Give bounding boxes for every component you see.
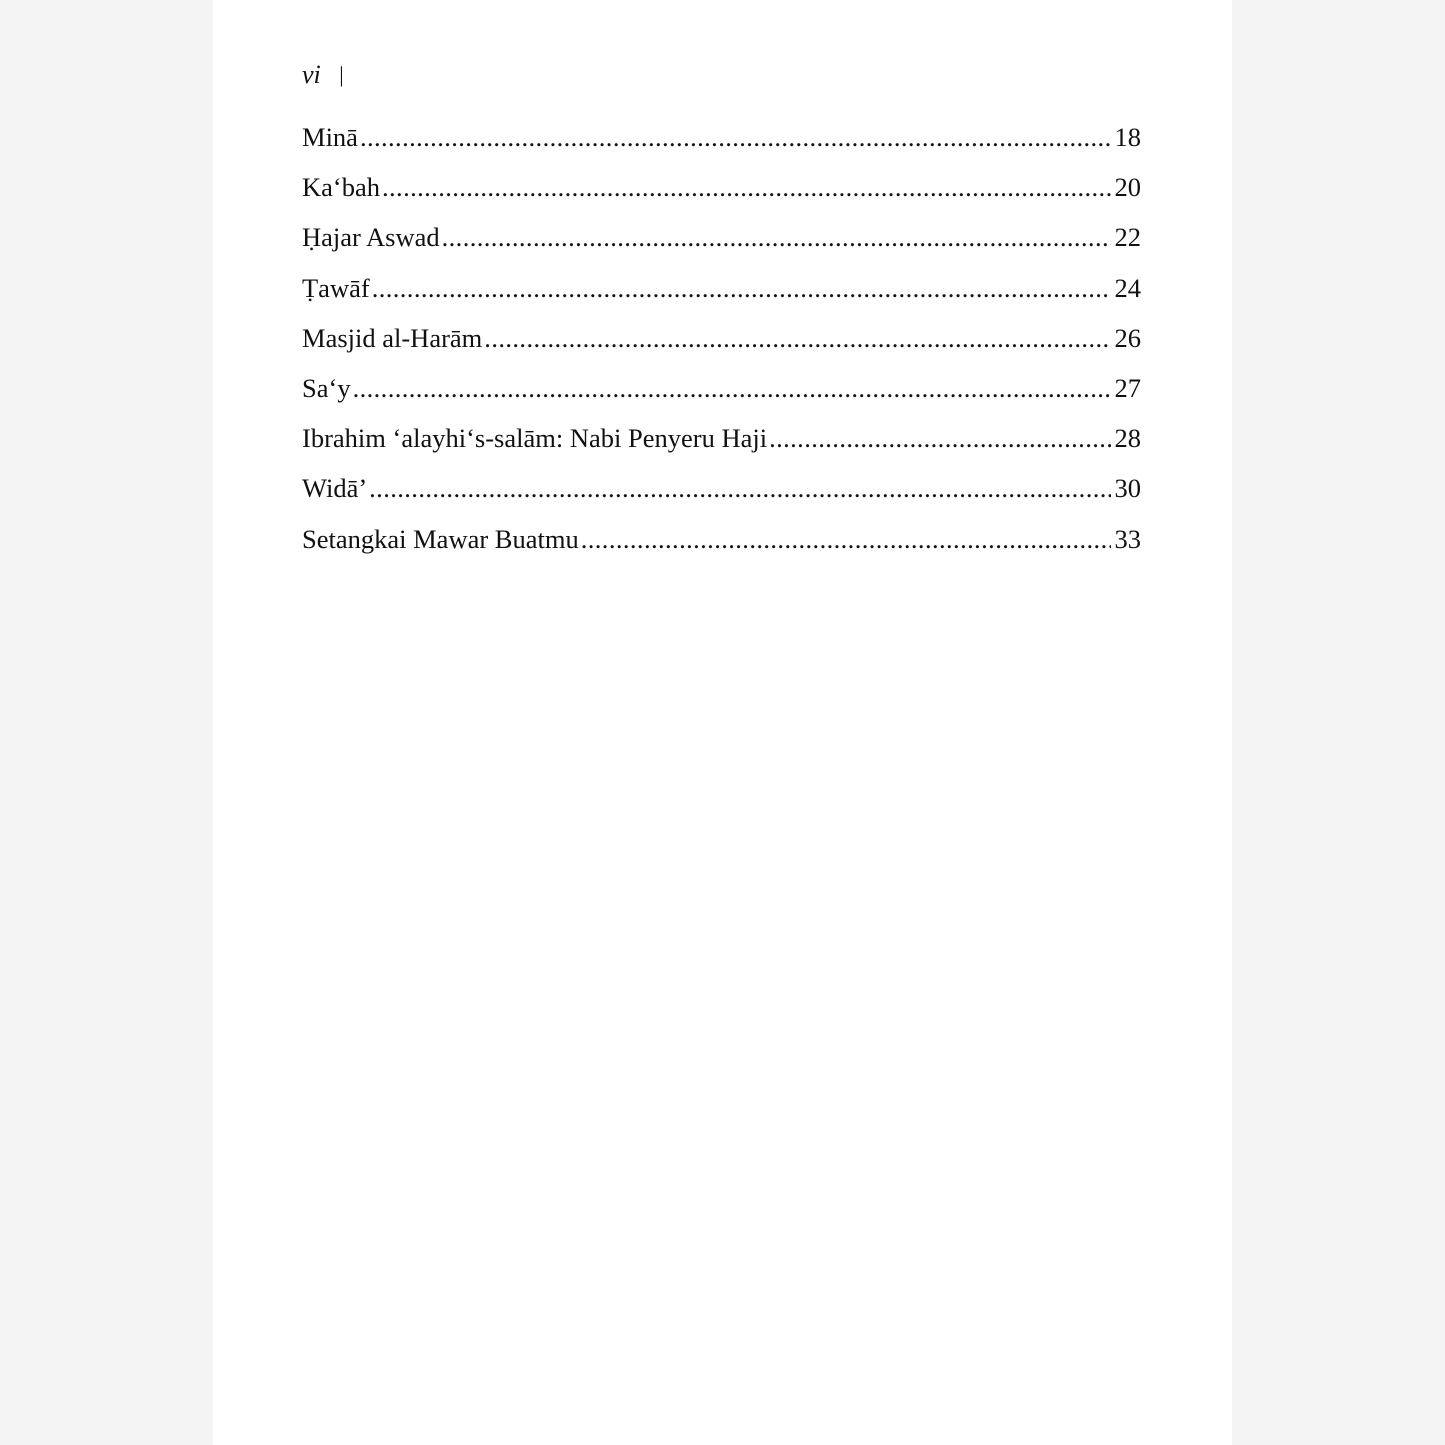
toc-entry[interactable] bbox=[302, 423, 1141, 473]
toc-entry-title: Minā bbox=[302, 122, 358, 152]
toc-entry[interactable] bbox=[302, 373, 1141, 423]
toc-entry-page: 28 bbox=[1114, 423, 1141, 454]
toc-entry[interactable] bbox=[302, 122, 1141, 172]
toc-leader-dots bbox=[581, 524, 1111, 555]
toc-leader-dots bbox=[382, 172, 1111, 203]
toc-entry[interactable] bbox=[302, 172, 1141, 222]
toc-entry-page: 22 bbox=[1114, 222, 1141, 253]
toc-entry-title: Setangkai Mawar Buatmu bbox=[302, 523, 579, 554]
toc-entry-page: 27 bbox=[1114, 372, 1141, 403]
toc-entry-page: 30 bbox=[1114, 473, 1141, 504]
toc-entry-title: Sa‘y bbox=[302, 372, 351, 403]
toc-entry-page: 20 bbox=[1114, 172, 1141, 203]
toc-leader-dots bbox=[369, 473, 1110, 504]
toc-entry[interactable] bbox=[302, 222, 1141, 272]
header-separator: | bbox=[339, 62, 344, 87]
toc-leader-dots bbox=[484, 323, 1110, 354]
toc-leader-dots bbox=[372, 273, 1111, 304]
toc-entry-title: Ṭawāf bbox=[302, 272, 370, 303]
toc-entry-page: 24 bbox=[1114, 272, 1141, 303]
toc-entry-page: 33 bbox=[1114, 523, 1141, 554]
toc-entry[interactable] bbox=[302, 273, 1141, 323]
toc-entry-title: Masjid al-Harām bbox=[302, 322, 483, 353]
toc-leader-dots bbox=[769, 423, 1110, 454]
toc-entry-page: 26 bbox=[1114, 322, 1141, 353]
toc-entry[interactable] bbox=[302, 323, 1141, 373]
running-header bbox=[302, 58, 344, 92]
toc-leader-dots bbox=[360, 122, 1111, 153]
toc-entry-title: Ḥajar Aswad bbox=[302, 222, 440, 253]
table-of-contents bbox=[302, 122, 1141, 574]
toc-entry[interactable] bbox=[302, 524, 1141, 574]
toc-entry-page: 18 bbox=[1114, 122, 1141, 152]
document-page bbox=[213, 0, 1232, 1445]
toc-entry[interactable] bbox=[302, 473, 1141, 523]
toc-entry-title: Ibrahim ‘alayhi‘s-salām: Nabi Penyeru Haji bbox=[302, 423, 768, 454]
toc-leader-dots bbox=[353, 373, 1111, 404]
page-number: vi bbox=[302, 60, 321, 89]
toc-entry-title: Widā’ bbox=[302, 473, 368, 504]
toc-entry-title: Ka‘bah bbox=[302, 172, 380, 203]
toc-leader-dots bbox=[442, 222, 1111, 253]
